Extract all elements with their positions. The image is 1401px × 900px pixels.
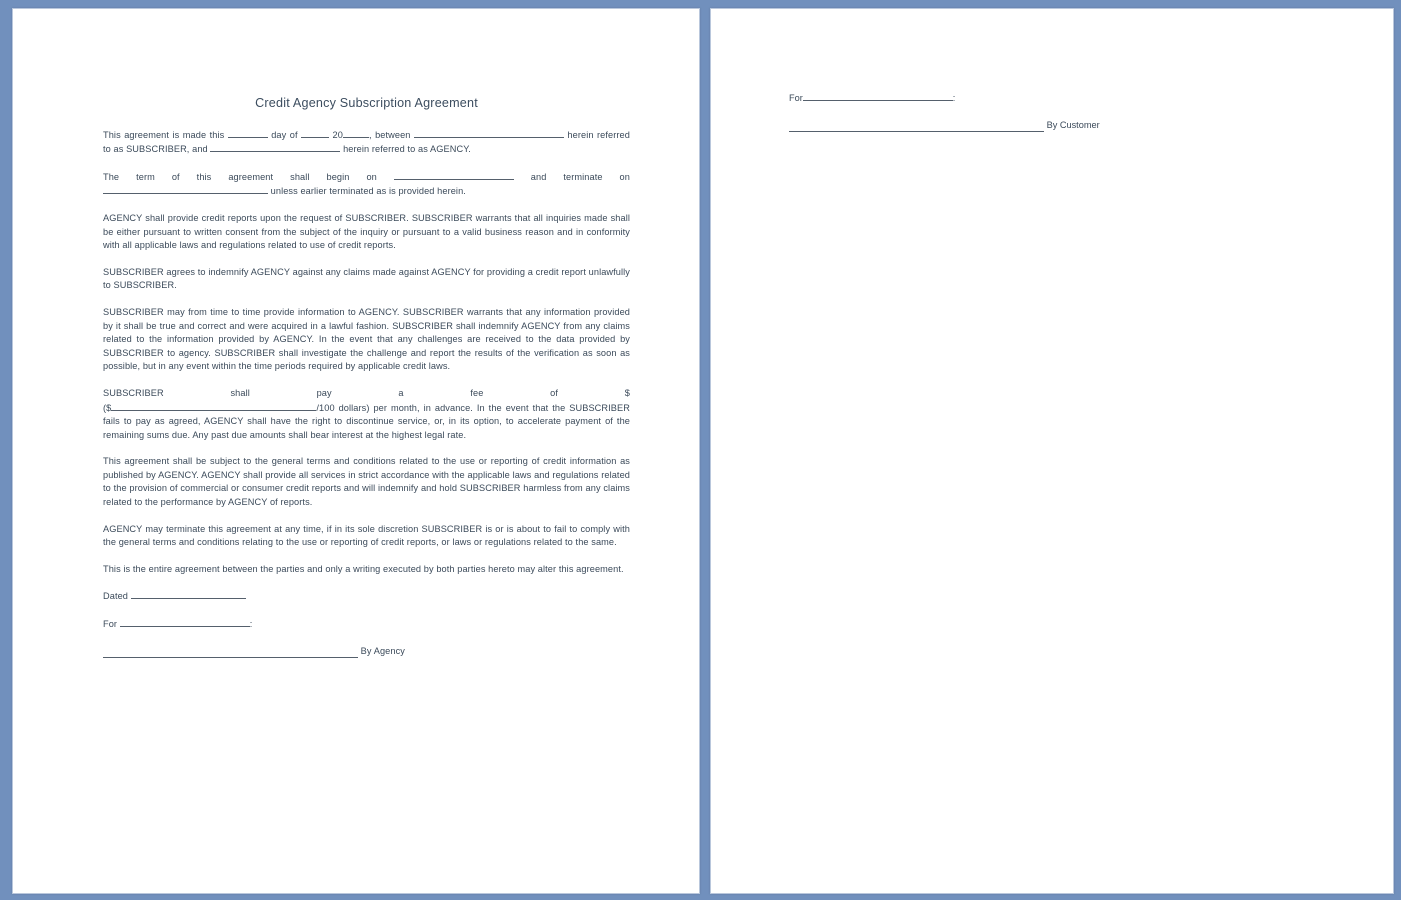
blank-for-customer[interactable] [803,91,953,101]
page-2-content [789,91,1319,145]
by-customer-label: By Customer [1046,119,1100,130]
paragraph-entire-agreement: This is the entire agreement between the parties and only a writing executed by both parties hereto may alter this agreement. [103,563,624,574]
para1-text-d: , between [368,129,411,140]
blank-signature-customer[interactable] [789,121,1044,132]
para1-text-f: herein referred to as AGENCY. [343,144,471,155]
for-label: For [103,619,118,630]
paragraph-parties [103,128,630,157]
blank-agency-name[interactable] [210,142,340,152]
para1-text-e: herein referred to as SUBSCRIBER, and [103,129,630,155]
blank-begin-date[interactable] [394,170,514,180]
para6-text-c: pay [316,387,332,398]
para6-text-e: fee [470,387,484,398]
paragraph-term [103,170,630,199]
page-title: Credit Agency Subscription Agreement [255,96,478,110]
for-row-customer [789,91,1319,106]
fee-line-row [103,387,630,401]
for-row [103,617,630,632]
para6-text-d: a [398,387,404,398]
document-page-1 [12,8,700,894]
para6-text-b: shall [230,387,250,398]
para1-text-c: 20 [332,129,343,140]
para2-text-a: The term of this agreement shall begin on [103,171,377,182]
para6-text-h: ($ [103,402,112,413]
for-suffix-customer: : [952,93,956,103]
blank-for-agency[interactable] [120,617,250,627]
blank-fee-words[interactable] [111,401,316,411]
page-1-content [103,97,630,671]
blank-day[interactable] [228,128,268,138]
paragraph-indemnify: SUBSCRIBER agrees to indemnify AGENCY against any claims made against AGENCY for providing a credit report unlawfully to SUBSCRIBER. [103,266,630,291]
blank-month[interactable] [301,128,329,138]
para6-text-i: /100 dollars) per month, in advance. In the event that the SUBSCRIBER fails to pay as agreed, AGENCY shall have the right to discontinue service, or, in its option, to accelerate payment of the remaining sums due. Any past due amounts shall bear interest at the highest legal rate. [103,402,630,440]
document-page-2 [710,8,1394,894]
blank-dated[interactable] [131,589,246,599]
for-suffix: : [249,619,253,630]
paragraph-general-terms: This agreement shall be subject to the general terms and conditions related to the use or reporting of credit information as published by AGENCY. AGENCY shall provide all services in strict accordance with the applicable laws and regulations related to the provision of commercial or consumer credit reports and will indemnify and hold SUBSCRIBER harmless from any claims related to the performance by AGENCY of reports. [103,456,630,508]
blank-subscriber-name[interactable] [414,128,564,138]
para1-text-a: This agreement is made this [103,129,225,140]
dated-label: Dated [103,591,129,602]
para6-text-f: of [550,387,559,398]
para2-text-c: unless earlier terminated as is provided herein. [270,186,466,197]
paragraph-credit-reports: AGENCY shall provide credit reports upon the request of SUBSCRIBER. SUBSCRIBER warrants that all inquiries made shall be either pursuant to written consent from the subject of the inquiry or pursuant to a valid business reason and in conformity with all applicable laws and regulations related to use of credit reports. [103,212,630,251]
para2-text-b: and terminate on [530,171,630,182]
para6-text-a: SUBSCRIBER [103,387,164,398]
blank-year[interactable] [343,128,369,138]
para6-text-g: $ [624,387,630,398]
for-label-customer: For [789,93,803,103]
para1-text-b: day of [271,129,298,140]
blank-end-date[interactable] [103,184,268,194]
paragraph-fee [103,387,630,442]
by-agency-label: By Agency [360,645,405,656]
paragraph-termination: AGENCY may terminate this agreement at any time, if in its sole discretion SUBSCRIBER is or is about to fail to comply with the general terms and conditions relating to the use or reporting of credit reports, or laws or regulations related to the same. [103,523,630,548]
by-customer-row [789,119,1319,133]
paragraph-information: SUBSCRIBER may from time to time provide information to AGENCY. SUBSCRIBER warrants that any information provided by it shall be true and correct and were acquired in a lawful fashion. SUBSCRIBER shall indemnify AGENCY from any claims related to the information provided by AGENCY. In the event that any challenges are received to the data provided by SUBSCRIBER to agency. SUBSCRIBER shall investigate the challenge and report the results of the verification as soon as possible, but in any event within the time periods required by applicable credit laws. [103,306,630,372]
blank-signature-agency[interactable] [103,647,358,658]
dated-row [103,589,630,604]
by-agency-row [103,645,630,659]
